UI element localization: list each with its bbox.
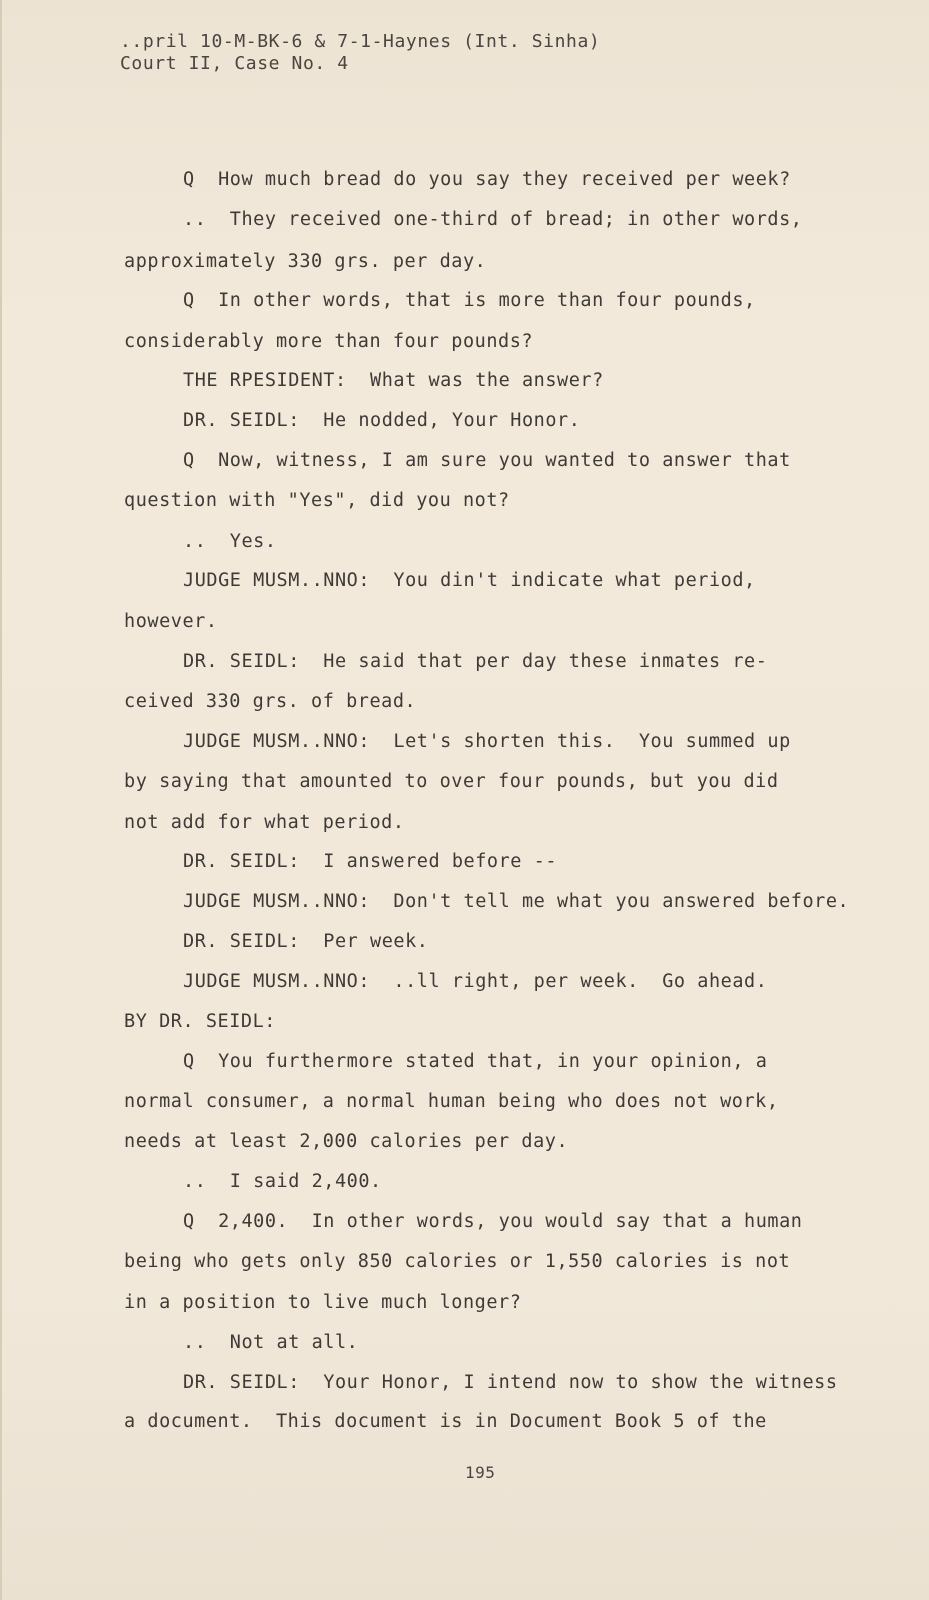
transcript-line: in a position to live much longer? bbox=[124, 1292, 522, 1313]
transcript-line: Q Now, witness, I am sure you wanted to answer that bbox=[183, 450, 791, 471]
page-number: 195 bbox=[465, 1463, 496, 1482]
transcript-line: Q 2,400. In other words, you would say that a human bbox=[183, 1211, 803, 1232]
transcript-line: .. Not at all. bbox=[183, 1332, 359, 1353]
transcript-line: JUDGE MUSM..NNO: Don't tell me what you answered before. bbox=[183, 891, 850, 912]
transcript-line: Q You furthermore stated that, in your opinion, a bbox=[183, 1051, 768, 1072]
transcript-line: .. Yes. bbox=[183, 531, 277, 552]
header-case-reference: ..pril 10-M-BK-6 & 7-1-Haynes (Int. Sinha) bbox=[120, 31, 601, 52]
transcript-line: being who gets only 850 calories or 1,550 calories is not bbox=[124, 1251, 791, 1272]
transcript-line: DR. SEIDL: Per week. bbox=[183, 931, 429, 952]
transcript-line: Q How much bread do you say they received per week? bbox=[183, 169, 791, 190]
transcript-line: considerably more than four pounds? bbox=[124, 331, 534, 352]
transcript-line: however. bbox=[124, 611, 218, 632]
transcript-line: DR. SEIDL: I answered before -- bbox=[183, 851, 558, 872]
transcript-line: BY DR. SEIDL: bbox=[124, 1011, 276, 1032]
transcript-line: by saying that amounted to over four pounds, but you did bbox=[124, 771, 779, 792]
transcript-line: normal consumer, a normal human being who does not work, bbox=[124, 1091, 779, 1112]
transcript-line: .. I said 2,400. bbox=[183, 1171, 382, 1192]
transcript-line: approximately 330 grs. per day. bbox=[124, 251, 487, 272]
transcript-line: DR. SEIDL: He said that per day these inmates re- bbox=[183, 651, 768, 672]
transcript-line: Q In other words, that is more than four pounds, bbox=[183, 290, 756, 311]
transcript-line: not add for what period. bbox=[124, 812, 405, 833]
document-header bbox=[120, 31, 600, 75]
transcript-line: needs at least 2,000 calories per day. bbox=[124, 1131, 569, 1152]
transcript-line: DR. SEIDL: He nodded, Your Honor. bbox=[183, 410, 581, 431]
transcript-line: ceived 330 grs. of bread. bbox=[124, 691, 417, 712]
transcript-line: .. They received one-third of bread; in other words, bbox=[183, 209, 803, 230]
transcript-line: DR. SEIDL: Your Honor, I intend now to show the witness bbox=[183, 1372, 838, 1393]
transcript-line: JUDGE MUSM..NNO: Let's shorten this. You summed up bbox=[183, 731, 791, 752]
transcript-line: a document. This document is in Document Book 5 of the bbox=[124, 1411, 767, 1432]
header-court-case: Court II, Case No. 4 bbox=[120, 53, 349, 74]
transcript-line: JUDGE MUSM..NNO: You din't indicate what period, bbox=[183, 570, 756, 591]
transcript-line: THE RPESIDENT: What was the answer? bbox=[183, 370, 604, 391]
transcript-line: JUDGE MUSM..NNO: ..ll right, per week. Go ahead. bbox=[183, 971, 768, 992]
transcript-line: question with "Yes", did you not? bbox=[124, 490, 510, 511]
